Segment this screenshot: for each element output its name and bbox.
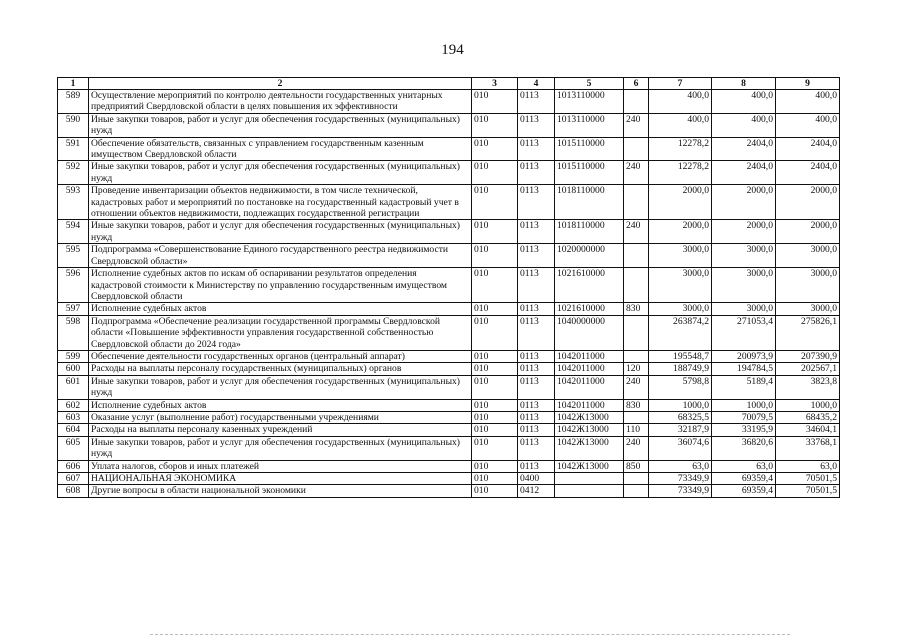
- table-row: [58, 268, 840, 303]
- amount-year3-cell: 2000,0: [776, 185, 840, 220]
- row-number-cell: 591: [58, 137, 89, 161]
- amount-year3-cell: 2404,0: [776, 161, 840, 185]
- target-article-code-cell: 1013110000: [555, 113, 624, 137]
- department-code-cell: 010: [472, 161, 518, 185]
- amount-year3-cell: 1000,0: [776, 399, 840, 411]
- target-article-code-cell: 1021610000: [555, 268, 624, 303]
- expense-name-cell: Исполнение судебных актов: [89, 399, 472, 411]
- amount-year1-cell: 3000,0: [649, 268, 712, 303]
- table-row: [58, 315, 840, 350]
- amount-year2-cell: 3000,0: [712, 268, 776, 303]
- target-article-code-cell: 1018110000: [555, 185, 624, 220]
- expense-type-code-cell: [624, 185, 649, 220]
- table-row: [58, 460, 840, 472]
- table-row: [58, 185, 840, 220]
- target-article-code-cell: 1013110000: [555, 90, 624, 114]
- amount-year1-cell: 5798,8: [649, 375, 712, 399]
- expense-type-code-cell: 850: [624, 460, 649, 472]
- amount-year2-cell: 2000,0: [712, 185, 776, 220]
- amount-year3-cell: 70501,5: [776, 485, 840, 497]
- department-code-cell: 010: [472, 411, 518, 423]
- expense-type-code-cell: [624, 315, 649, 350]
- row-number-cell: 604: [58, 424, 89, 436]
- expense-type-code-cell: [624, 90, 649, 114]
- expense-name-cell: Иные закупки товаров, работ и услуг для обеспечения государственных (муниципальных) нужд: [89, 436, 472, 460]
- table-header-row: [58, 78, 840, 90]
- target-article-code-cell: 1020000000: [555, 244, 624, 268]
- table-row: [58, 220, 840, 244]
- amount-year1-cell: 32187,9: [649, 424, 712, 436]
- section-code-cell: 0412: [518, 485, 555, 497]
- target-article-code-cell: 1042011000: [555, 399, 624, 411]
- expense-type-code-cell: 830: [624, 303, 649, 315]
- amount-year1-cell: 188749,9: [649, 363, 712, 375]
- expense-type-code-cell: [624, 473, 649, 485]
- amount-year2-cell: 36820,6: [712, 436, 776, 460]
- amount-year3-cell: 3000,0: [776, 244, 840, 268]
- expense-type-code-cell: [624, 137, 649, 161]
- amount-year2-cell: 200973,9: [712, 350, 776, 362]
- department-code-cell: 010: [472, 220, 518, 244]
- department-code-cell: 010: [472, 485, 518, 497]
- amount-year1-cell: 2000,0: [649, 220, 712, 244]
- expense-name-cell: НАЦИОНАЛЬНАЯ ЭКОНОМИКА: [89, 473, 472, 485]
- target-article-code-cell: 1042011000: [555, 363, 624, 375]
- expense-type-code-cell: 240: [624, 220, 649, 244]
- amount-year1-cell: 3000,0: [649, 303, 712, 315]
- target-article-code-cell: 1042011000: [555, 350, 624, 362]
- expense-type-code-cell: 830: [624, 399, 649, 411]
- amount-year2-cell: 194784,5: [712, 363, 776, 375]
- section-code-cell: 0113: [518, 113, 555, 137]
- section-code-cell: 0113: [518, 399, 555, 411]
- amount-year2-cell: 70079,5: [712, 411, 776, 423]
- page-number: 194: [441, 42, 464, 58]
- row-number-cell: 603: [58, 411, 89, 423]
- amount-year3-cell: 70501,5: [776, 473, 840, 485]
- amount-year2-cell: 400,0: [712, 90, 776, 114]
- table-row: [58, 399, 840, 411]
- amount-year2-cell: 69359,4: [712, 473, 776, 485]
- col-header-2: 2: [89, 78, 472, 90]
- amount-year3-cell: 202567,1: [776, 363, 840, 375]
- table-body: [58, 90, 840, 498]
- section-code-cell: 0113: [518, 350, 555, 362]
- expense-name-cell: Обеспечение деятельности государственных органов (центральный аппарат): [89, 350, 472, 362]
- amount-year3-cell: 34604,1: [776, 424, 840, 436]
- row-number-cell: 597: [58, 303, 89, 315]
- department-code-cell: 010: [472, 90, 518, 114]
- expense-name-cell: Иные закупки товаров, работ и услуг для обеспечения государственных (муниципальных) нужд: [89, 375, 472, 399]
- department-code-cell: 010: [472, 363, 518, 375]
- department-code-cell: 010: [472, 113, 518, 137]
- section-code-cell: 0113: [518, 161, 555, 185]
- table-row: [58, 161, 840, 185]
- amount-year3-cell: 207390,9: [776, 350, 840, 362]
- amount-year1-cell: 2000,0: [649, 185, 712, 220]
- amount-year2-cell: 2000,0: [712, 220, 776, 244]
- table-row: [58, 375, 840, 399]
- expense-type-code-cell: 120: [624, 363, 649, 375]
- budget-table: [57, 77, 840, 498]
- col-header-8: 8: [712, 78, 776, 90]
- department-code-cell: 010: [472, 399, 518, 411]
- amount-year3-cell: 3000,0: [776, 303, 840, 315]
- col-header-5: 5: [555, 78, 624, 90]
- amount-year2-cell: 2404,0: [712, 161, 776, 185]
- expense-name-cell: Подпрограмма «Обеспечение реализации государственной программы Свердловской области «Повышение эффективности управления государственной собственностью Свердловской области до 2024 года»: [89, 315, 472, 350]
- target-article-code-cell: 1021610000: [555, 303, 624, 315]
- section-code-cell: 0113: [518, 220, 555, 244]
- expense-type-code-cell: [624, 485, 649, 497]
- amount-year3-cell: 400,0: [776, 113, 840, 137]
- amount-year3-cell: 400,0: [776, 90, 840, 114]
- section-code-cell: 0113: [518, 303, 555, 315]
- expense-type-code-cell: [624, 411, 649, 423]
- table-row: [58, 485, 840, 497]
- section-code-cell: 0113: [518, 375, 555, 399]
- target-article-code-cell: 1040000000: [555, 315, 624, 350]
- amount-year3-cell: 3823,8: [776, 375, 840, 399]
- col-header-7: 7: [649, 78, 712, 90]
- target-article-code-cell: [555, 473, 624, 485]
- amount-year3-cell: 3000,0: [776, 268, 840, 303]
- amount-year1-cell: 195548,7: [649, 350, 712, 362]
- section-code-cell: 0113: [518, 436, 555, 460]
- section-code-cell: 0113: [518, 185, 555, 220]
- expense-type-code-cell: 110: [624, 424, 649, 436]
- expense-type-code-cell: [624, 268, 649, 303]
- row-number-cell: 592: [58, 161, 89, 185]
- row-number-cell: 590: [58, 113, 89, 137]
- expense-name-cell: Обеспечение обязательств, связанных с управлением государственным казенным имуществом Свердловской области: [89, 137, 472, 161]
- amount-year2-cell: 2404,0: [712, 137, 776, 161]
- table-row: [58, 113, 840, 137]
- amount-year1-cell: 263874,2: [649, 315, 712, 350]
- expense-name-cell: Уплата налогов, сборов и иных платежей: [89, 460, 472, 472]
- amount-year1-cell: 36074,6: [649, 436, 712, 460]
- row-number-cell: 607: [58, 473, 89, 485]
- department-code-cell: 010: [472, 424, 518, 436]
- expense-name-cell: Расходы на выплаты персоналу казенных учреждений: [89, 424, 472, 436]
- amount-year2-cell: 63,0: [712, 460, 776, 472]
- section-code-cell: 0113: [518, 363, 555, 375]
- table-row: [58, 411, 840, 423]
- expense-type-code-cell: 240: [624, 436, 649, 460]
- section-code-cell: 0113: [518, 424, 555, 436]
- section-code-cell: 0400: [518, 473, 555, 485]
- expense-type-code-cell: [624, 244, 649, 268]
- expense-name-cell: Другие вопросы в области национальной экономики: [89, 485, 472, 497]
- col-header-4: 4: [518, 78, 555, 90]
- amount-year1-cell: 400,0: [649, 90, 712, 114]
- row-number-cell: 593: [58, 185, 89, 220]
- target-article-code-cell: 1042Ж13000: [555, 436, 624, 460]
- expense-name-cell: Иные закупки товаров, работ и услуг для обеспечения государственных (муниципальных) нужд: [89, 113, 472, 137]
- row-number-cell: 605: [58, 436, 89, 460]
- target-article-code-cell: 1042Ж13000: [555, 424, 624, 436]
- row-number-cell: 595: [58, 244, 89, 268]
- row-number-cell: 606: [58, 460, 89, 472]
- amount-year2-cell: 271053,4: [712, 315, 776, 350]
- col-header-3: 3: [472, 78, 518, 90]
- row-number-cell: 599: [58, 350, 89, 362]
- amount-year2-cell: 33195,9: [712, 424, 776, 436]
- row-number-cell: 589: [58, 90, 89, 114]
- target-article-code-cell: 1018110000: [555, 220, 624, 244]
- amount-year1-cell: 68325,5: [649, 411, 712, 423]
- section-code-cell: 0113: [518, 315, 555, 350]
- department-code-cell: 010: [472, 303, 518, 315]
- amount-year3-cell: 68435,2: [776, 411, 840, 423]
- amount-year1-cell: 12278,2: [649, 161, 712, 185]
- col-header-6: 6: [624, 78, 649, 90]
- section-code-cell: 0113: [518, 460, 555, 472]
- table-row: [58, 350, 840, 362]
- amount-year2-cell: 400,0: [712, 113, 776, 137]
- amount-year3-cell: 275826,1: [776, 315, 840, 350]
- amount-year1-cell: 1000,0: [649, 399, 712, 411]
- section-code-cell: 0113: [518, 90, 555, 114]
- target-article-code-cell: 1042Ж13000: [555, 460, 624, 472]
- row-number-cell: 594: [58, 220, 89, 244]
- amount-year2-cell: 3000,0: [712, 244, 776, 268]
- amount-year3-cell: 63,0: [776, 460, 840, 472]
- expense-type-code-cell: 240: [624, 375, 649, 399]
- section-code-cell: 0113: [518, 268, 555, 303]
- table-row: [58, 137, 840, 161]
- table-row: [58, 436, 840, 460]
- expense-name-cell: Исполнение судебных актов: [89, 303, 472, 315]
- target-article-code-cell: [555, 485, 624, 497]
- amount-year1-cell: 63,0: [649, 460, 712, 472]
- amount-year3-cell: 2000,0: [776, 220, 840, 244]
- row-number-cell: 608: [58, 485, 89, 497]
- amount-year2-cell: 69359,4: [712, 485, 776, 497]
- department-code-cell: 010: [472, 460, 518, 472]
- table-row: [58, 473, 840, 485]
- col-header-9: 9: [776, 78, 840, 90]
- target-article-code-cell: 1015110000: [555, 161, 624, 185]
- amount-year2-cell: 1000,0: [712, 399, 776, 411]
- row-number-cell: 601: [58, 375, 89, 399]
- table-row: [58, 363, 840, 375]
- table-row: [58, 424, 840, 436]
- department-code-cell: 010: [472, 244, 518, 268]
- expense-name-cell: Осуществление мероприятий по контролю деятельности государственных унитарных предприятий Свердловской области в целях повышения их эффективности: [89, 90, 472, 114]
- amount-year1-cell: 3000,0: [649, 244, 712, 268]
- department-code-cell: 010: [472, 375, 518, 399]
- section-code-cell: 0113: [518, 137, 555, 161]
- table-row: [58, 90, 840, 114]
- department-code-cell: 010: [472, 473, 518, 485]
- expense-name-cell: Проведение инвентаризации объектов недвижимости, в том числе технической, кадастровых работ и мероприятий по постановке на государственный кадастровый учет в отношении объектов недвижимости, подлежащих государственной регистрации: [89, 185, 472, 220]
- col-header-1: 1: [58, 78, 89, 90]
- expense-type-code-cell: [624, 350, 649, 362]
- expense-type-code-cell: 240: [624, 161, 649, 185]
- department-code-cell: 010: [472, 185, 518, 220]
- amount-year3-cell: 33768,1: [776, 436, 840, 460]
- row-number-cell: 602: [58, 399, 89, 411]
- section-code-cell: 0113: [518, 244, 555, 268]
- amount-year1-cell: 73349,9: [649, 473, 712, 485]
- row-number-cell: 598: [58, 315, 89, 350]
- department-code-cell: 010: [472, 436, 518, 460]
- amount-year1-cell: 400,0: [649, 113, 712, 137]
- expense-name-cell: Исполнение судебных актов по искам об оспаривании результатов определения кадастровой стоимости к Министерству по управлению государственным имуществом Свердловской области: [89, 268, 472, 303]
- target-article-code-cell: 1042011000: [555, 375, 624, 399]
- department-code-cell: 010: [472, 137, 518, 161]
- amount-year3-cell: 2404,0: [776, 137, 840, 161]
- row-number-cell: 596: [58, 268, 89, 303]
- expense-name-cell: Подпрограмма «Совершенствование Единого государственного реестра недвижимости Свердловской области»: [89, 244, 472, 268]
- target-article-code-cell: 1042Ж13000: [555, 411, 624, 423]
- expense-type-code-cell: 240: [624, 113, 649, 137]
- bottom-edge-rule: [150, 634, 790, 635]
- expense-name-cell: Иные закупки товаров, работ и услуг для обеспечения государственных (муниципальных) нужд: [89, 220, 472, 244]
- department-code-cell: 010: [472, 268, 518, 303]
- department-code-cell: 010: [472, 315, 518, 350]
- department-code-cell: 010: [472, 350, 518, 362]
- row-number-cell: 600: [58, 363, 89, 375]
- expense-name-cell: Расходы на выплаты персоналу государственных (муниципальных) органов: [89, 363, 472, 375]
- amount-year2-cell: 5189,4: [712, 375, 776, 399]
- table-row: [58, 244, 840, 268]
- expense-name-cell: Иные закупки товаров, работ и услуг для обеспечения государственных (муниципальных) нужд: [89, 161, 472, 185]
- amount-year1-cell: 73349,9: [649, 485, 712, 497]
- amount-year1-cell: 12278,2: [649, 137, 712, 161]
- table-row: [58, 303, 840, 315]
- section-code-cell: 0113: [518, 411, 555, 423]
- amount-year2-cell: 3000,0: [712, 303, 776, 315]
- target-article-code-cell: 1015110000: [555, 137, 624, 161]
- expense-name-cell: Оказание услуг (выполнение работ) государственными учреждениями: [89, 411, 472, 423]
